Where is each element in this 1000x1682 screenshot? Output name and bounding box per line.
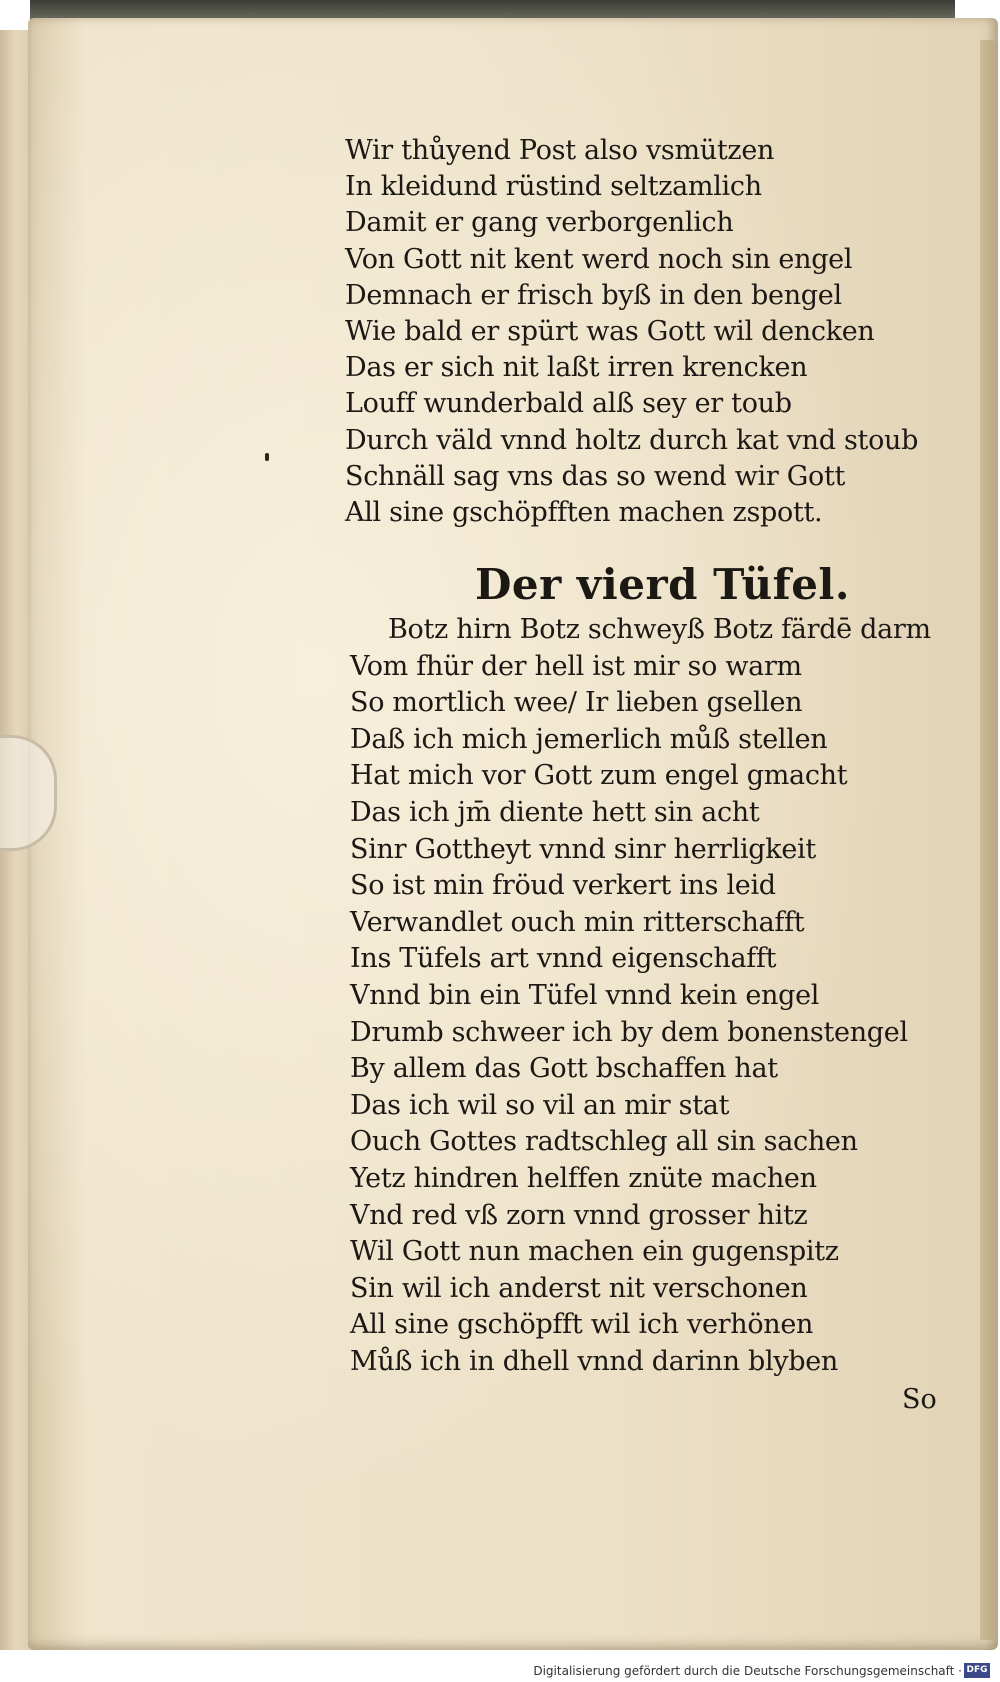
verse-line: Wil Gott nun machen ein gugenspitz [350,1236,839,1268]
verse-line: All sine gschöpfften machen zspott. [345,497,823,529]
verse-line: Botz hirn Botz schweyß Botz färdē darm [388,614,931,645]
verse-line: Drumb schweer ich by dem bonenstengel [350,1016,908,1048]
verse-line: Wir thůyend Post also vsmützen [345,135,775,166]
verse-line: Schnäll sag vns das so wend wir Gott [345,460,846,492]
verse-line: Vom fhür der hell ist mir so warm [350,650,802,682]
dfg-logo-icon: DFG [964,1663,990,1678]
verse-line: Damit er gang verborgenlich [345,207,734,239]
verse-line: So mortlich wee/ Ir lieben gsellen [350,687,803,719]
verse-line: Das ich wil so vil an mir stat [350,1089,730,1121]
verse-line: Vnd red vß zorn vnnd grosser hitz [350,1199,808,1231]
verse-line: Daß ich mich jemerlich můß stellen [350,723,828,755]
verse-line: Ouch Gottes radtschleg all sin sachen [350,1126,858,1158]
verse-block-2 [350,612,931,1380]
page-fore-edge [980,40,998,1640]
verse-line: Von Gott nit kent werd noch sin engel [345,243,853,275]
verse-line: Demnach er frisch byß in den bengel [345,279,842,311]
ink-speck [265,453,269,461]
verse-line: So ist min fröud verkert ins leid [350,870,776,902]
verse-line: By allem das Gott bschaffen hat [350,1053,778,1085]
verse-line: Můß ich in dhell vnnd darinn blyben [350,1345,838,1377]
verse-line: In kleidund rüstind seltzamlich [345,171,762,203]
verse-line: Yetz hindren helffen znüte machen [350,1162,817,1194]
verse-line: Ins Tüfels art vnnd eigenschafft [350,943,777,975]
verse-line: Sinr Gottheyt vnnd sinr herrligkeit [350,833,816,865]
verse-line: Hat mich vor Gott zum engel gmacht [350,760,848,792]
verse-line: All sine gschöpfft wil ich verhönen [350,1309,814,1341]
verse-line: Durch väld vnnd holtz durch kat vnd stoub [345,424,919,456]
verse-line: Louff wunderbald alß sey er toub [345,388,792,420]
verse-line: Das er sich nit laßt irren krencken [345,352,808,384]
verse-line: Wie bald er spürt was Gott wil dencken [345,316,875,348]
verse-line: Sin wil ich anderst nit verschonen [350,1272,808,1304]
footer-credit: Digitalisierung gefördert durch die Deutsche Forschungsgemeinschaft · [533,1664,962,1678]
verse-line: Vnnd bin ein Tüfel vnnd kein engel [350,979,820,1011]
catchword: So [902,1384,937,1415]
section-heading: Der vierd Tüfel. [475,560,851,609]
verse-line: Verwandlet ouch min ritterschafft [350,906,805,938]
book-cover-edge [30,0,955,20]
verse-line: Das ich jm̄ diente hett sin acht [350,796,760,828]
verse-block-1 [345,133,918,531]
